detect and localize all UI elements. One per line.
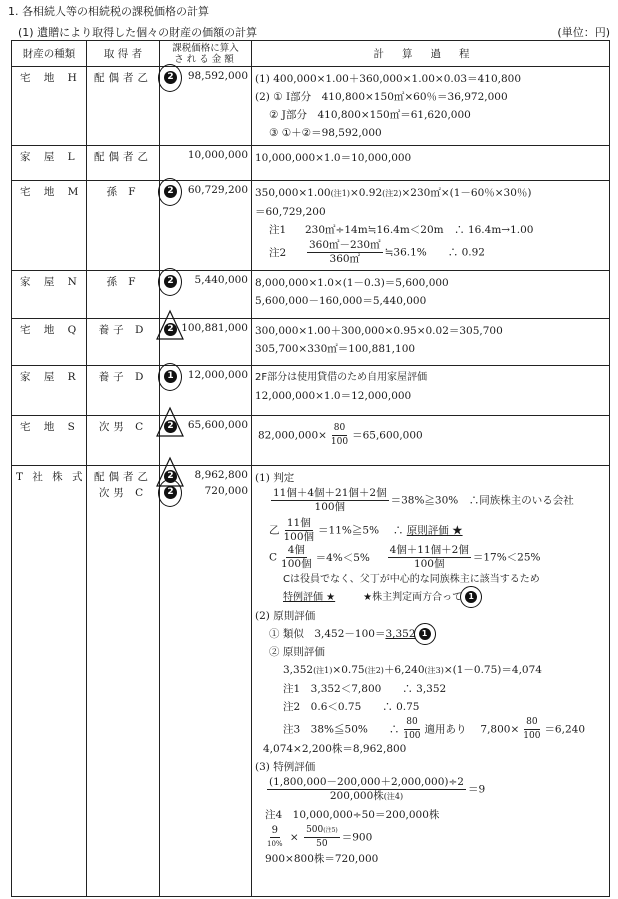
- header-amount-line2: される金額: [174, 53, 237, 65]
- table-row: [12, 271, 610, 319]
- calc-text: ＋6,240: [383, 664, 425, 676]
- calc-text: ① 類似 3,452－100＝: [269, 628, 386, 640]
- numerator: 360㎡－230㎡: [309, 239, 381, 251]
- calc-line: [255, 661, 609, 680]
- calc-heading: (1) 判定: [255, 472, 295, 484]
- asset-kind: T 社 株 式: [12, 466, 87, 897]
- calc-line: 注2 0.6＜0.75 ∴ 0.75: [283, 701, 420, 713]
- score-badge: 2: [164, 486, 177, 499]
- amount-cell: [160, 67, 252, 146]
- calc-line: [255, 239, 609, 266]
- calc-line: [255, 517, 609, 544]
- denominator: 50: [316, 839, 328, 849]
- calc-text: ＝65,600,000: [352, 429, 423, 442]
- numerator: (1,800,000－200,000＋2,000,000)÷2: [269, 776, 464, 788]
- amount-cell: [160, 146, 252, 181]
- acquirer: 次男 C: [98, 487, 148, 499]
- note-ref: (注3): [424, 666, 444, 675]
- calc-text: 乙: [269, 524, 280, 537]
- asset-kind: 宅 地 H: [12, 67, 87, 146]
- acquirer: 孫 F: [87, 271, 160, 319]
- calc-line: [255, 221, 609, 239]
- amount: 98,592,000: [187, 70, 248, 82]
- calc-cell: [252, 271, 610, 319]
- denominator: 100: [330, 437, 349, 447]
- header-calc-label: 計算過程: [373, 48, 488, 60]
- note-ref: (注1): [330, 189, 350, 198]
- note-ref: (注1): [313, 666, 333, 675]
- calc-line: (1) 400,000×1.00＋360,000×1.00×0.03＝410,800: [255, 73, 522, 85]
- calc-cell: [252, 416, 610, 466]
- calc-text: ×(1－0.75)＝4,074: [443, 664, 542, 676]
- denominator: 100: [523, 731, 541, 741]
- note-label: 注1: [269, 224, 287, 236]
- score-badge: 2: [164, 323, 177, 336]
- calc-line: ＝60,729,200: [255, 206, 326, 218]
- calc-text: ＝17%＜25%: [472, 551, 541, 564]
- score-badge: 1: [465, 591, 477, 603]
- denominator: 100個: [281, 558, 312, 570]
- calc-text: ×230㎡×(1－60％×30％): [401, 187, 532, 199]
- calc-line: 2F部分は使用貸借のため自用家屋評価: [255, 372, 428, 383]
- amount: 12,000,000: [187, 369, 248, 381]
- fraction: [279, 544, 314, 571]
- numerator: 80: [404, 716, 419, 730]
- calc-cell: [252, 319, 610, 366]
- calc-line: [255, 776, 609, 806]
- score-badge: 2: [164, 71, 177, 84]
- amount: 8,962,800: [194, 469, 248, 481]
- calc-line: 5,600,000－160,000＝5,440,000: [255, 295, 427, 307]
- result-label: 原則評価 ★: [406, 524, 463, 537]
- fraction: [271, 487, 389, 514]
- note-ref: (注4): [383, 792, 404, 801]
- calc-text: ×0.92: [349, 187, 383, 199]
- fraction: [282, 517, 317, 544]
- score-mark: [162, 321, 178, 337]
- table-row: [12, 319, 610, 366]
- numerator: 11個: [286, 517, 311, 529]
- denominator: 10%: [267, 840, 283, 848]
- fraction: [307, 239, 383, 266]
- calc-line: 300,000×1.00＋300,000×0.95×0.02＝305,700: [255, 325, 503, 337]
- denominator: 100: [403, 731, 421, 741]
- denominator: 360㎡: [329, 253, 361, 265]
- numerator: 80: [524, 716, 539, 730]
- amount: 5,440,000: [194, 274, 248, 286]
- calc-line: (2) ① I部分 410,800×150㎡×60％＝36,972,000: [255, 91, 508, 103]
- fraction: [267, 776, 466, 803]
- calc-text: ≒36.1% ∴ 0.92: [384, 246, 485, 259]
- denominator: 100個: [283, 531, 315, 543]
- score-mark: [162, 484, 178, 500]
- result-value: 3,352: [385, 628, 416, 640]
- amount: 60,729,200: [187, 184, 248, 196]
- acquirer: 孫 F: [87, 181, 160, 271]
- calc-heading: (2) 原則評価: [255, 610, 316, 622]
- amount: 720,000: [204, 485, 248, 497]
- note-ref: (注2): [364, 666, 384, 675]
- calc-text: 適用あり 7,800×: [424, 723, 520, 736]
- unit-label: (単位：円): [557, 26, 610, 39]
- section-title: 1. 各相続人等の相続税の課税価格の計算: [8, 5, 209, 18]
- subsection-title: (1) 遺贈により取得した個々の財産の価額の計算: [18, 26, 258, 39]
- calc-line: ② 原則評価: [269, 646, 325, 658]
- numerator-text: 500: [306, 825, 324, 835]
- fraction: [265, 824, 285, 851]
- calc-text: ＝11%≧5% ∴: [318, 524, 404, 537]
- calc-cell: [252, 466, 610, 897]
- score-badge: 1: [419, 628, 431, 640]
- acquirer: 配偶者乙: [94, 471, 152, 483]
- amount-cell: [160, 319, 252, 366]
- fraction: [304, 824, 340, 851]
- result-label: 特例評価 ★: [283, 592, 336, 603]
- asset-kind: 家 屋 N: [12, 271, 87, 319]
- header-kind: 財産の種類: [12, 41, 87, 67]
- score-mark: [418, 627, 434, 641]
- numerator: 80: [332, 422, 347, 436]
- table-row: [12, 366, 610, 416]
- score-badge: 1: [164, 370, 177, 383]
- amount: 100,881,000: [181, 322, 248, 334]
- calc-text: ×: [289, 831, 299, 844]
- calc-line: ② J部分 410,800×150㎡＝61,620,000: [269, 109, 471, 121]
- calc-cell: [252, 366, 610, 416]
- score-mark: [162, 418, 178, 434]
- denominator-text: 200,000株: [329, 790, 384, 802]
- score-badge: 2: [164, 420, 177, 433]
- numerator: 4個＋11個＋2個: [389, 544, 469, 556]
- calc-text: 3,352: [283, 664, 314, 676]
- acquirer-cell: [87, 466, 160, 897]
- calc-line: ③ ①＋②＝98,592,000: [269, 127, 382, 139]
- calc-line: Cは役員でなく、父丁が中心的な同族株主に該当するため: [283, 574, 540, 585]
- table-row: [12, 416, 610, 466]
- score-mark: [162, 273, 178, 289]
- acquirer: 配偶者乙: [87, 67, 160, 146]
- calc-text: 230㎡÷14m≒16.4m＜20m ∴ 16.4m→1.00: [305, 224, 534, 236]
- fraction: [388, 544, 471, 571]
- denominator: 100個: [314, 501, 346, 513]
- calc-line: 8,000,000×1.0×(1－0.3)＝5,600,000: [255, 277, 449, 289]
- acquirer: 次男 C: [87, 416, 160, 466]
- asset-kind: 家 屋 L: [12, 146, 87, 181]
- score-mark: [464, 590, 480, 604]
- header-acquirer: 取 得 者: [87, 41, 160, 67]
- note-ref: (注5): [323, 827, 338, 834]
- calc-line: 305,700×330㎡＝100,881,100: [255, 343, 416, 355]
- calc-line: 4,074×2,200株＝8,962,800: [263, 743, 407, 755]
- calc-text: C: [269, 551, 278, 564]
- note-ref: (注2): [382, 189, 402, 198]
- header-calc: [252, 41, 610, 67]
- numerator: 9: [271, 825, 278, 836]
- calc-text: ＝9: [467, 783, 486, 796]
- calc-line: [255, 589, 609, 607]
- calc-text: 注3 38%≦50% ∴: [283, 723, 400, 736]
- calc-line: 注1 3,352＜7,800 ∴ 3,352: [283, 683, 447, 695]
- calc-cell: [252, 181, 610, 271]
- score-badge: 2: [164, 185, 177, 198]
- asset-kind: 宅 地 Q: [12, 319, 87, 366]
- score-badge: 2: [164, 470, 177, 483]
- acquirer: 養子 D: [87, 366, 160, 416]
- numerator: 4個: [287, 544, 305, 556]
- calc-cell: [252, 146, 610, 181]
- calc-line: [255, 625, 609, 643]
- table-row: [12, 67, 610, 146]
- score-mark: [162, 368, 178, 384]
- calc-text: 82,000,000×: [258, 429, 327, 442]
- calc-heading: (3) 特例評価: [255, 761, 316, 773]
- asset-valuation-table: [11, 40, 610, 897]
- amount-cell: [160, 181, 252, 271]
- header-amount: [160, 41, 252, 67]
- table-header-row: [12, 41, 610, 67]
- calc-line: 注4 10,000,000÷50＝200,000株: [265, 809, 440, 821]
- amount: 65,600,000: [187, 419, 248, 431]
- note-label: 注2: [269, 246, 287, 259]
- calc-line: 900×800株＝720,000: [265, 853, 379, 865]
- asset-kind: 宅 地 M: [12, 181, 87, 271]
- fraction: [521, 716, 542, 743]
- score-mark: [162, 69, 178, 85]
- asset-kind: 宅 地 S: [12, 416, 87, 466]
- calc-line: [255, 422, 609, 449]
- calc-line: [255, 824, 609, 850]
- calc-text: 350,000×1.00: [255, 187, 331, 199]
- table-row: [12, 146, 610, 181]
- calc-line: [255, 544, 609, 571]
- fraction: [401, 716, 422, 743]
- numerator: 11個＋4個＋21個＋2個: [273, 487, 387, 499]
- calc-cell: [252, 67, 610, 146]
- table-row: [12, 181, 610, 271]
- calc-line: [255, 487, 609, 517]
- calc-line: [255, 716, 609, 740]
- numerator: [304, 824, 340, 838]
- calc-line: 12,000,000×1.0＝12,000,000: [255, 390, 412, 402]
- amount-cell: [160, 466, 252, 897]
- score-badge: 2: [164, 275, 177, 288]
- calc-text: ＝4%＜5%: [315, 551, 370, 564]
- calc-text: ＝6,240: [544, 723, 585, 736]
- table-row: [12, 466, 610, 897]
- fraction: [329, 422, 350, 449]
- calc-line: [255, 184, 609, 203]
- score-mark: [162, 183, 178, 199]
- acquirer: 養子 D: [87, 319, 160, 366]
- comment: ★株主判定両方合って: [363, 592, 463, 603]
- calc-text: ＝900: [341, 831, 373, 844]
- asset-kind: 家 屋 R: [12, 366, 87, 416]
- calc-text: ＝38%≧30% ∴同族株主のいる会社: [390, 494, 574, 507]
- denominator: [328, 790, 405, 803]
- denominator: 100個: [413, 558, 445, 570]
- amount: 10,000,000: [187, 149, 248, 161]
- acquirer: 配偶者乙: [87, 146, 160, 181]
- calc-line: 10,000,000×1.0＝10,000,000: [255, 152, 412, 164]
- header-amount-line1: 課税価格に算入: [172, 42, 239, 54]
- calc-text: ×0.75: [332, 664, 365, 676]
